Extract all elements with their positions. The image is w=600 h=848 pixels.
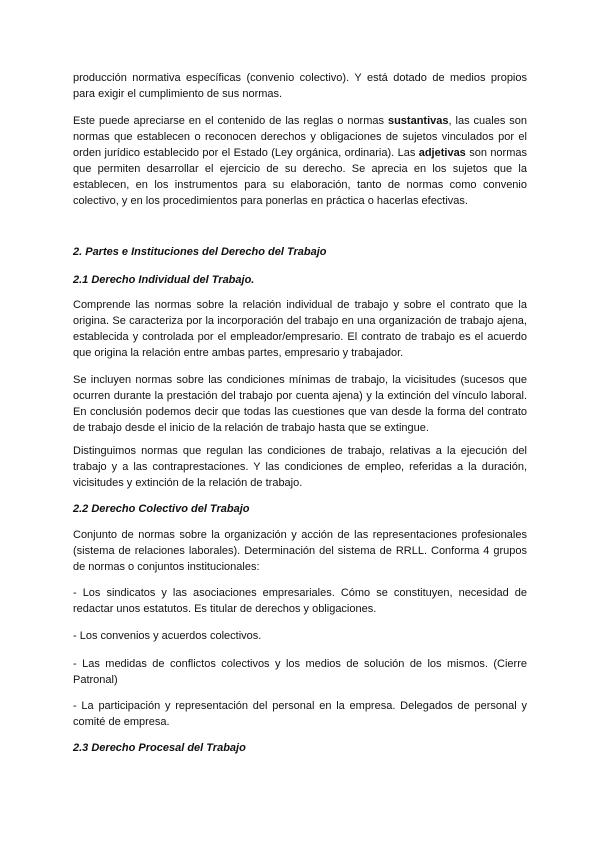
list-item-convenios: - Los convenios y acuerdos colectivos. xyxy=(73,630,262,642)
term-adjetivas: adjetivas xyxy=(418,147,466,159)
normas-paragraph xyxy=(73,113,527,209)
section-heading-2-1: 2.1 Derecho Individual del Trabajo. xyxy=(73,274,255,286)
list-item-sindicatos: - Los sindicatos y las asociaciones empresariales. Cómo se constituyen, necesidad de redactar unos estatutos. Es titular de derechos y obligaciones. xyxy=(73,587,527,615)
intro-paragraph: producción normativa específicas (convenio colectivo). Y está dotado de medios propios para exigir el cumplimiento de sus normas. xyxy=(73,72,527,100)
individual-paragraph-3: Distinguimos normas que regulan las condiciones de trabajo, relativas a la ejecución del trabajo y a las contraprestaciones. Y las condiciones de empleo, referidas a la duración, vicisitudes y extinción de la relación de trabajo. xyxy=(73,445,527,489)
section-heading-2-2: 2.2 Derecho Colectivo del Trabajo xyxy=(73,503,250,515)
list-item-participacion: - La participación y representación del personal en la empresa. Delegados de personal y comité de empresa. xyxy=(73,700,527,728)
term-sustantivas: sustantivas xyxy=(387,115,449,127)
colectivo-paragraph: Conjunto de normas sobre la organización y acción de las representaciones profesionales (sistema de relaciones laborales). Determinación del sistema de RRLL. Conforma 4 grupos de normas o conjuntos institucionales: xyxy=(73,529,527,573)
section-heading-2-3: 2.3 Derecho Procesal del Trabajo xyxy=(73,742,246,754)
normas-text-a: Este puede apreciarse en el contenido de las reglas o normas xyxy=(73,115,388,127)
normas-text-e: son normas que permiten desarrollar el ejercicio de su derecho. Se aprecia en los sujetos que la establecen, en los instrumentos para su elaboración, tanto de normas como convenio colectivo, y en los procedimientos para ponerlas en práctica o hacerlas efectivas. xyxy=(73,147,527,207)
section-heading-2: 2. Partes e Instituciones del Derecho del Trabajo xyxy=(73,246,327,258)
individual-paragraph-1: Comprende las normas sobre la relación individual de trabajo y sobre el contrato que la origina. Se caracteriza por la incorporación del trabajo en una organización de trabajo ajena, establecida y controlada por el empleador/empresario. El contrato de trabajo es el acuerdo que origina la relación entre ambas partes, empresario y trabajador. xyxy=(73,299,527,359)
normas-text-c: , las cuales son normas que establecen o reconocen derechos y obligaciones de sujetos vinculados por el orden jurídico establecido por el Estado (Ley orgánica, ordinaria). Las xyxy=(73,115,527,159)
list-item-conflictos: - Las medidas de conflictos colectivos y los medios de solución de los mismos. (Cierre Patronal) xyxy=(73,658,527,686)
individual-paragraph-2: Se incluyen normas sobre las condiciones mínimas de trabajo, la vicisitudes (sucesos que ocurren durante la prestación del trabajo por cuenta ajena) y la extinción del vínculo laboral. En conclusión podemos decir que todas las cuestiones que van desde la forma del contrato de trabajo desde el inicio de la relación de trabajo hasta que se extingue. xyxy=(73,374,527,434)
